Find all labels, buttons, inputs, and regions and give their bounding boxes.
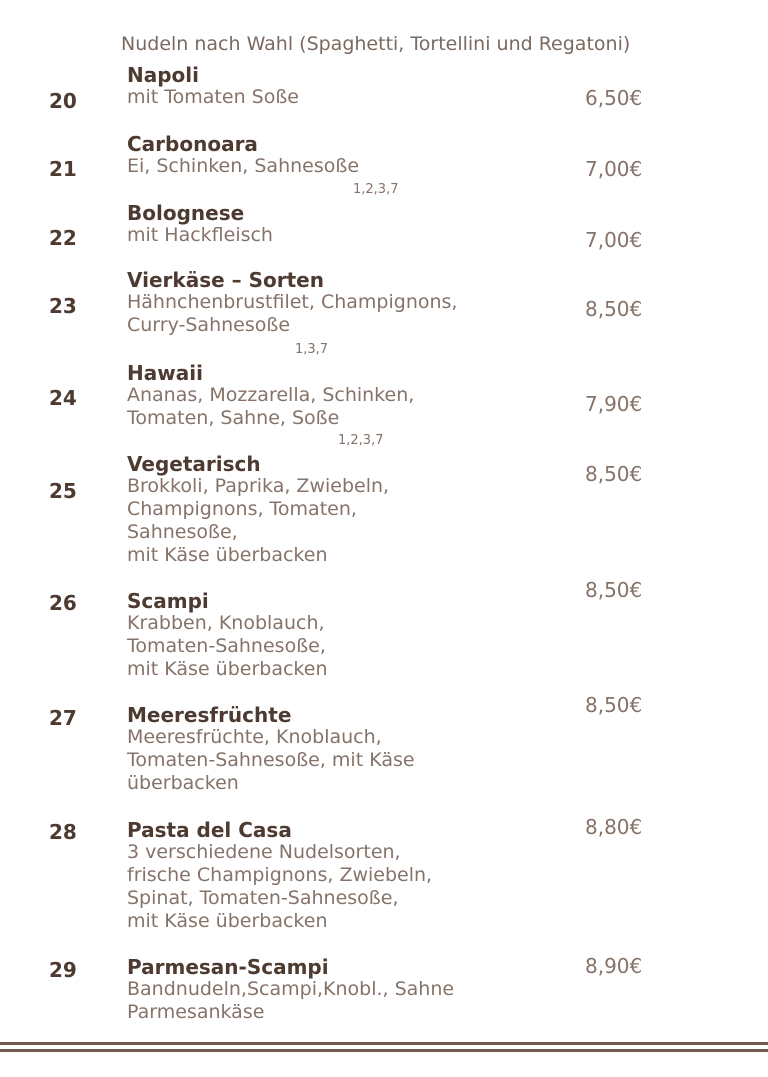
description-line: Champignons, Tomaten, — [127, 498, 357, 520]
description-line: Krabben, Knoblauch, — [127, 612, 325, 634]
item-name: Scampi — [127, 589, 209, 613]
footer-divider-bottom — [0, 1049, 768, 1052]
item-name: Meeresfrüchte — [127, 703, 292, 727]
description-line: Ananas, Mozzarella, Schinken, — [127, 384, 415, 406]
item-number: 20 — [49, 89, 77, 113]
item-price: 8,50€ — [585, 578, 643, 602]
item-number: 26 — [49, 591, 77, 615]
description-line: 3 verschiedene Nudelsorten, — [127, 841, 401, 863]
description-line: frische Champignons, Zwiebeln, — [127, 864, 433, 886]
description-line: mit Käse überbacken — [127, 910, 328, 932]
item-number: 27 — [49, 706, 77, 730]
item-price: 7,00€ — [585, 228, 643, 252]
description-line: Tomaten-Sahnesoße, mit Käse — [127, 749, 415, 771]
item-price: 8,50€ — [585, 693, 643, 717]
description-line: Curry-Sahnesoße — [127, 314, 291, 336]
item-name: Napoli — [127, 63, 200, 87]
description-line: mit Käse überbacken — [127, 544, 328, 566]
item-name: Pasta del Casa — [127, 818, 292, 842]
item-name: Hawaii — [127, 361, 203, 385]
allergen-codes: 1,2,3,7 — [338, 433, 384, 448]
item-name: Vegetarisch — [127, 452, 261, 476]
description-line: Tomaten, Sahne, Soße — [127, 407, 340, 429]
description-line: Parmesankäse — [127, 1001, 265, 1023]
description-line: Ei, Schinken, Sahnesoße — [127, 155, 360, 177]
item-price: 8,50€ — [585, 462, 643, 486]
item-description — [127, 726, 415, 795]
item-price: 7,90€ — [585, 392, 643, 416]
allergen-codes: 1,3,7 — [295, 342, 329, 357]
description-line: mit Käse überbacken — [127, 658, 328, 680]
item-name: Parmesan-Scampi — [127, 955, 329, 979]
item-number: 29 — [49, 958, 77, 982]
description-line: Bandnudeln,Scampi,Knobl., Sahne — [127, 978, 455, 1000]
description-line: Sahnesoße, — [127, 521, 238, 543]
item-name: Vierkäse – Sorten — [127, 268, 324, 292]
description-line: Meeresfrüchte, Knoblauch, — [127, 726, 382, 748]
description-line: Tomaten-Sahnesoße, — [127, 635, 326, 657]
item-description — [127, 86, 299, 109]
description-line: mit Tomaten Soße — [127, 86, 299, 108]
item-price: 8,80€ — [585, 815, 643, 839]
description-line: Spinat, Tomaten-Sahnesoße, — [127, 887, 399, 909]
item-price: 8,50€ — [585, 297, 643, 321]
description-line: Hähnchenbrustfilet, Champignons, — [127, 291, 458, 313]
item-description — [127, 978, 454, 1024]
footer-divider-top — [0, 1042, 768, 1045]
item-description — [127, 841, 432, 933]
item-description — [127, 612, 327, 681]
item-number: 25 — [49, 479, 77, 503]
item-description — [127, 155, 359, 178]
item-number: 22 — [49, 226, 77, 250]
item-number: 28 — [49, 820, 77, 844]
allergen-codes: 1,2,3,7 — [353, 182, 399, 197]
description-line: mit Hackfleisch — [127, 224, 273, 246]
item-number: 24 — [49, 386, 77, 410]
item-description — [127, 291, 457, 337]
item-number: 23 — [49, 294, 77, 318]
menu-subtitle: Nudeln nach Wahl (Spaghetti, Tortellini und Regatoni) — [121, 33, 631, 55]
item-description — [127, 384, 414, 430]
item-name: Carbonoara — [127, 132, 258, 156]
item-name: Bolognese — [127, 201, 245, 225]
item-price: 7,00€ — [585, 157, 643, 181]
item-description — [127, 475, 389, 567]
item-price: 8,90€ — [585, 954, 643, 978]
description-line: überbacken — [127, 772, 239, 794]
item-number: 21 — [49, 157, 77, 181]
item-description — [127, 224, 273, 247]
item-price: 6,50€ — [585, 86, 643, 110]
description-line: Brokkoli, Paprika, Zwiebeln, — [127, 475, 390, 497]
